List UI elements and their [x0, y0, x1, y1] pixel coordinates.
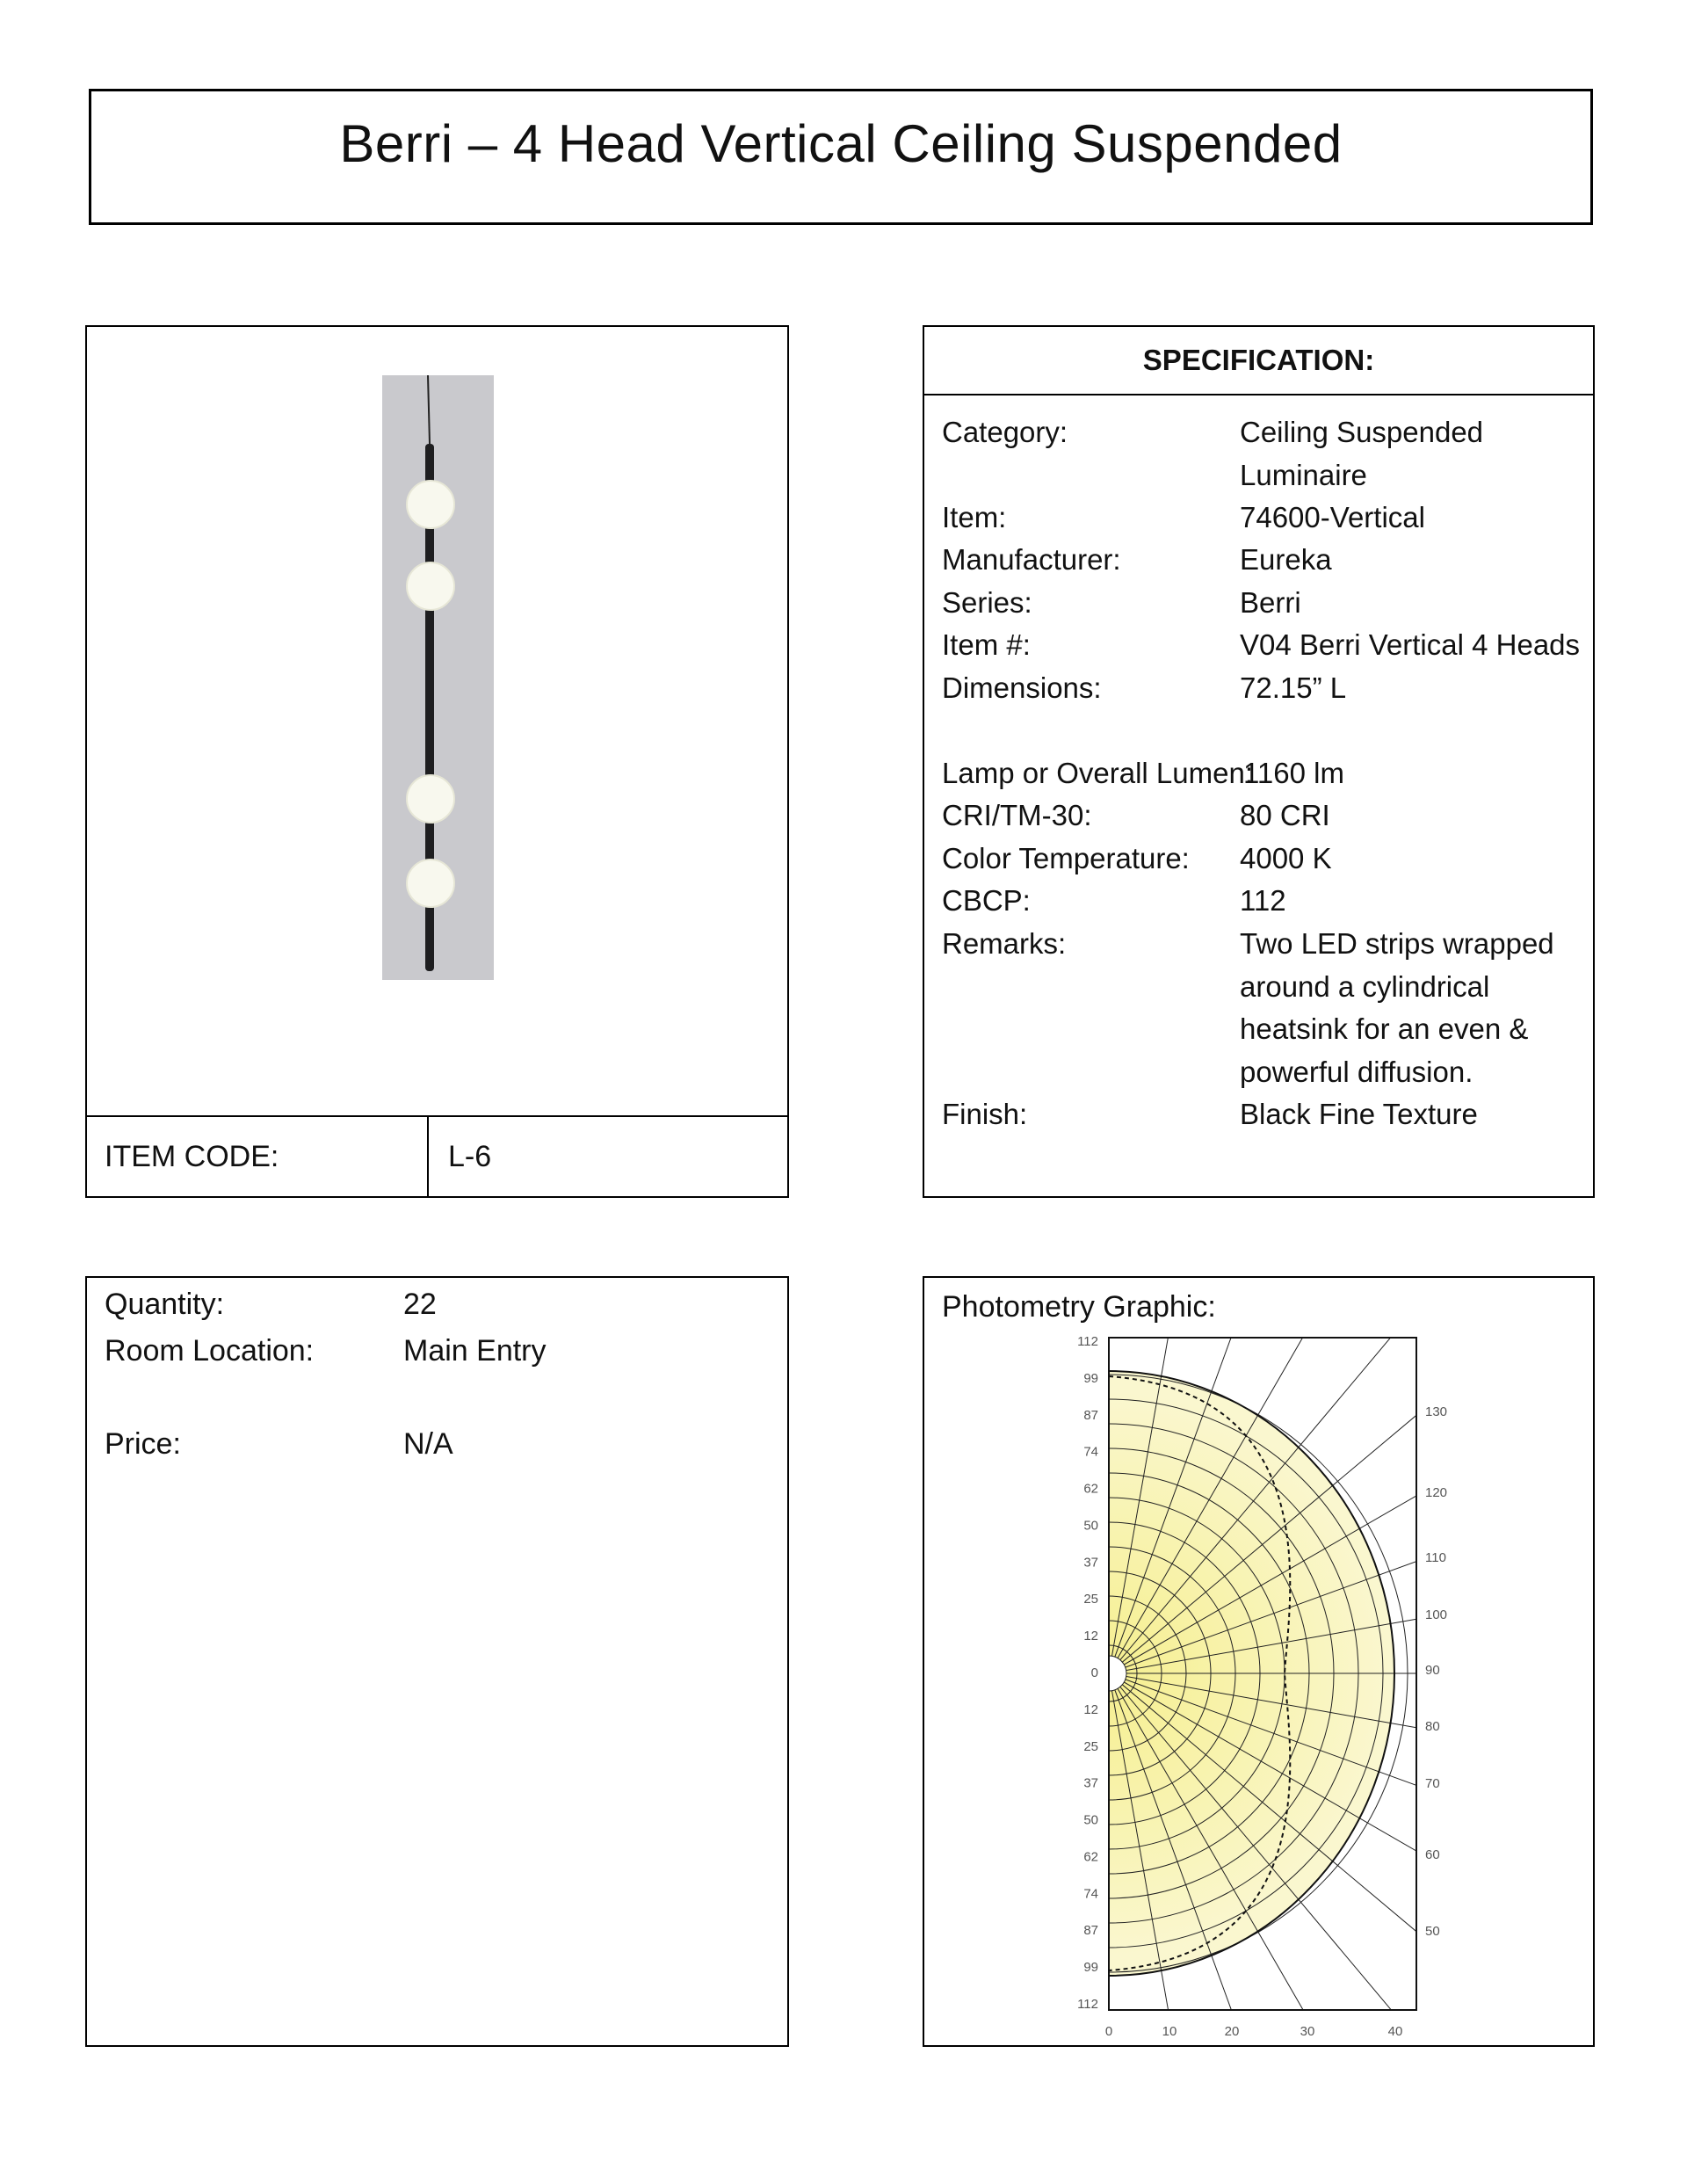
left-scale-tick: 112 [1077, 1334, 1098, 1349]
spec-label-finish: Finish: [942, 1098, 1028, 1130]
specification-header: SPECIFICATION: [924, 327, 1593, 395]
spec-label-dimensions: Dimensions: [942, 671, 1102, 704]
spec-value-item-number: V04 Berri Vertical 4 Heads [1240, 628, 1581, 661]
bottom-scale-tick: 40 [1387, 2024, 1403, 2039]
bottom-scale-tick: 20 [1224, 2024, 1240, 2039]
item-code-divider [427, 1117, 429, 1196]
angle-tick: 80 [1425, 1719, 1440, 1734]
left-scale-tick: 62 [1083, 1481, 1098, 1497]
spec-label-category: Category: [942, 416, 1068, 448]
spec-label-series: Series: [942, 586, 1032, 619]
left-scale-tick: 25 [1083, 1738, 1098, 1754]
spec-value-dimensions: 72.15” L [1240, 671, 1347, 704]
spec-value-item: 74600-Vertical [1240, 501, 1425, 533]
spec-value-finish: Black Fine Texture [1240, 1098, 1478, 1130]
spec-value-remarks: Two LED strips wrapped around a cylindrical heatsink for an even & powerful diffusion. [1240, 927, 1554, 1088]
product-image-panel [85, 325, 789, 1198]
angle-tick: 50 [1425, 1924, 1440, 1939]
spec-value-cbcp: 112 [1240, 884, 1286, 917]
left-scale-tick: 87 [1083, 1407, 1098, 1423]
angle-tick: 60 [1425, 1847, 1440, 1862]
spec-value-series: Berri [1240, 586, 1301, 619]
spec-label-remarks: Remarks: [942, 927, 1067, 960]
left-scale-tick: 37 [1083, 1555, 1098, 1571]
angle-tick: 110 [1425, 1550, 1446, 1565]
spec-label-item-number: Item #: [942, 628, 1031, 661]
product-photo [382, 375, 494, 980]
room-location-value: Main Entry [403, 1334, 547, 1368]
left-scale-tick: 62 [1083, 1849, 1098, 1865]
order-info-panel [85, 1276, 789, 2047]
left-scale-tick: 12 [1083, 1629, 1098, 1644]
spec-label-lumen: Lamp or Overall Lumen: [942, 757, 1253, 789]
title-box [89, 89, 1593, 225]
spec-label-manufacturer: Manufacturer: [942, 543, 1121, 576]
page-title: Berri – 4 Head Vertical Ceiling Suspended [339, 114, 1343, 173]
left-scale [1077, 1334, 1098, 2012]
bottom-scale-tick: 0 [1104, 2024, 1113, 2039]
angle-tick: 130 [1425, 1404, 1448, 1419]
left-scale-tick: 50 [1083, 1518, 1098, 1534]
left-scale-tick: 112 [1077, 1997, 1098, 2012]
angle-tick: 100 [1425, 1607, 1448, 1622]
price-value: N/A [403, 1427, 453, 1461]
left-scale-tick: 37 [1083, 1775, 1098, 1791]
bottom-scale-tick: 10 [1162, 2024, 1177, 2039]
left-scale-tick: 12 [1083, 1701, 1098, 1717]
spec-value-manufacturer: Eureka [1240, 543, 1332, 576]
left-scale-tick: 50 [1083, 1812, 1098, 1828]
left-scale-tick: 25 [1083, 1592, 1098, 1607]
price-label: Price: [105, 1427, 181, 1461]
specification-panel [923, 325, 1595, 1198]
left-scale-tick: 99 [1083, 1960, 1098, 1976]
left-scale-tick: 74 [1083, 1886, 1098, 1902]
angle-tick: 90 [1425, 1663, 1440, 1678]
angle-scale [1425, 1404, 1447, 1939]
left-scale-tick: 74 [1083, 1444, 1098, 1460]
photometry-polar-graph [924, 1278, 1596, 2049]
photometry-title: Photometry Graphic: [942, 1290, 1216, 1324]
spec-value-cri: 80 CRI [1240, 799, 1330, 831]
quantity-value: 22 [403, 1288, 437, 1321]
item-code-row [87, 1115, 787, 1196]
bottom-scale-tick: 30 [1300, 2024, 1315, 2039]
spec-value-category: Ceiling Suspended Luminaire [1240, 416, 1484, 491]
room-location-label: Room Location: [105, 1334, 315, 1368]
quantity-label: Quantity: [105, 1288, 225, 1321]
angle-tick: 120 [1425, 1485, 1448, 1500]
bottom-scale [1105, 2024, 1403, 2039]
spec-label-cbcp: CBCP: [942, 884, 1031, 917]
left-scale-tick: 87 [1083, 1923, 1098, 1939]
left-scale-tick: 0 [1090, 1665, 1098, 1680]
spec-label-color-temperature: Color Temperature: [942, 842, 1190, 874]
left-scale-tick: 99 [1083, 1370, 1098, 1386]
spec-value-color-temperature: 4000 K [1240, 842, 1332, 874]
angle-tick: 70 [1425, 1776, 1440, 1791]
spec-value-lumen: 1160 lm [1243, 757, 1344, 789]
item-code-value: L-6 [448, 1140, 492, 1173]
spec-label-cri: CRI/TM-30: [942, 799, 1092, 831]
photometry-panel [923, 1276, 1595, 2047]
spec-label-item: Item: [942, 501, 1007, 533]
item-code-label: ITEM CODE: [105, 1140, 279, 1173]
